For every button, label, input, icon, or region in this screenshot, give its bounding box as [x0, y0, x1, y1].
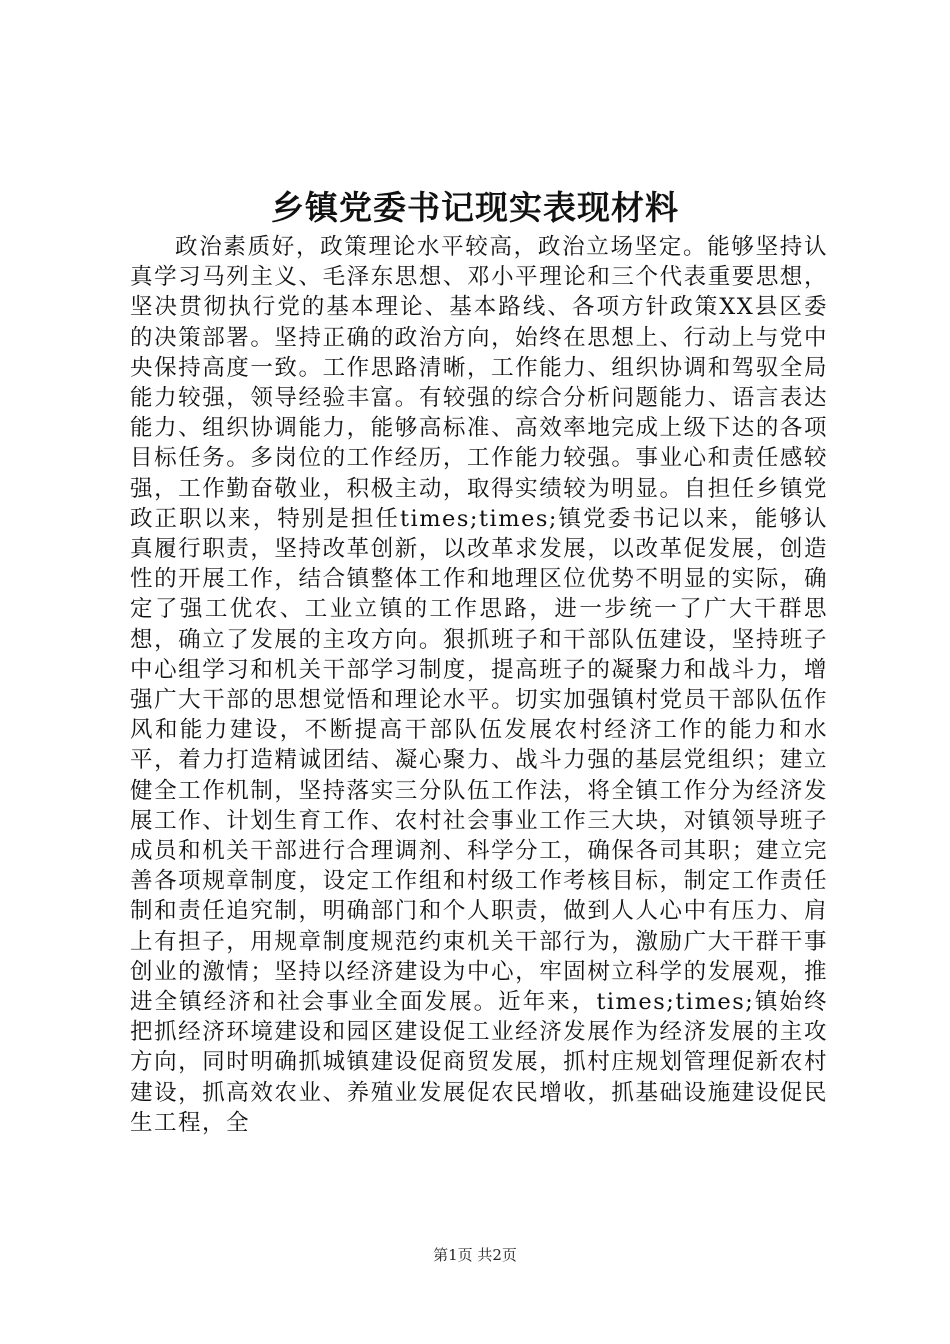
body-paragraph: 政治素质好，政策理论水平较高，政治立场坚定。能够坚持认真学习马列主义、毛泽东思想、邓小平理论和三个代表重要思想，坚决贯彻执行党的基本理论、基本路线、各项方针政策XX县区委的决策部署。坚持正确的政治方向，始终在思想上、行动上与党中央保持高度一致。工作思路清晰，工作能力、组织协调和驾驭全局能力较强，领导经验丰富。有较强的综合分析问题能力、语言表达能力、组织协调能力，能够高标准、高效率地完成上级下达的各项目标任务。多岗位的工作经历，工作能力较强。事业心和责任感较强，工作勤奋敬业，积极主动，取得实绩较为明显。自担任乡镇党政正职以来，特别是担任times;times;镇党委书记以来，能够认真履行职责，坚持改革创新，以改革求发展，以改革促发展，创造性的开展工作，结合镇整体工作和地理区位优势不明显的实际，确定了强工优农、工业立镇的工作思路，进一步统一了广大干群思想，确立了发展的主攻方向。狠抓班子和干部队伍建设，坚持班子中心组学习和机关干部学习制度，提高班子的凝聚力和战斗力，增强广大干部的思想觉悟和理论水平。切实加强镇村党员干部队伍作风和能力建设，不断提高干部队伍发展农村经济工作的能力和水平，着力打造精诚团结、凝心聚力、战斗力强的基层党组织；建立健全工作机制，坚持落实三分队伍工作法，将全镇工作分为经济发展工作、计划生育工作、农村社会事业工作三大块，对镇领导班子成员和机关干部进行合理调剂、科学分工，确保各司其职；建立完善各项规章制度，设定工作组和村级工作考核目标，制定工作责任制和责任追究制，明确部门和个人职责，做到人人心中有压力、肩上有担子，用规章制度规范约束机关干部行为，激励广大干群干事创业的激情；坚持以经济建设为中心，牢固树立科学的发展观，推进全镇经济和社会事业全面发展。近年来，times;times;镇始终把抓经济环境建设和园区建设促工业经济发展作为经济发展的主攻方向，同时明确抓城镇建设促商贸发展，抓村庄规划管理促新农村建设，抓高效农业、养殖业发展促农民增收，抓基础设施建设促民生工程，全 [130, 234, 828, 1136]
document-title: 乡镇党委书记现实表现材料 [271, 188, 679, 227]
page-footer: 第1页 共2页 [433, 1246, 517, 1264]
